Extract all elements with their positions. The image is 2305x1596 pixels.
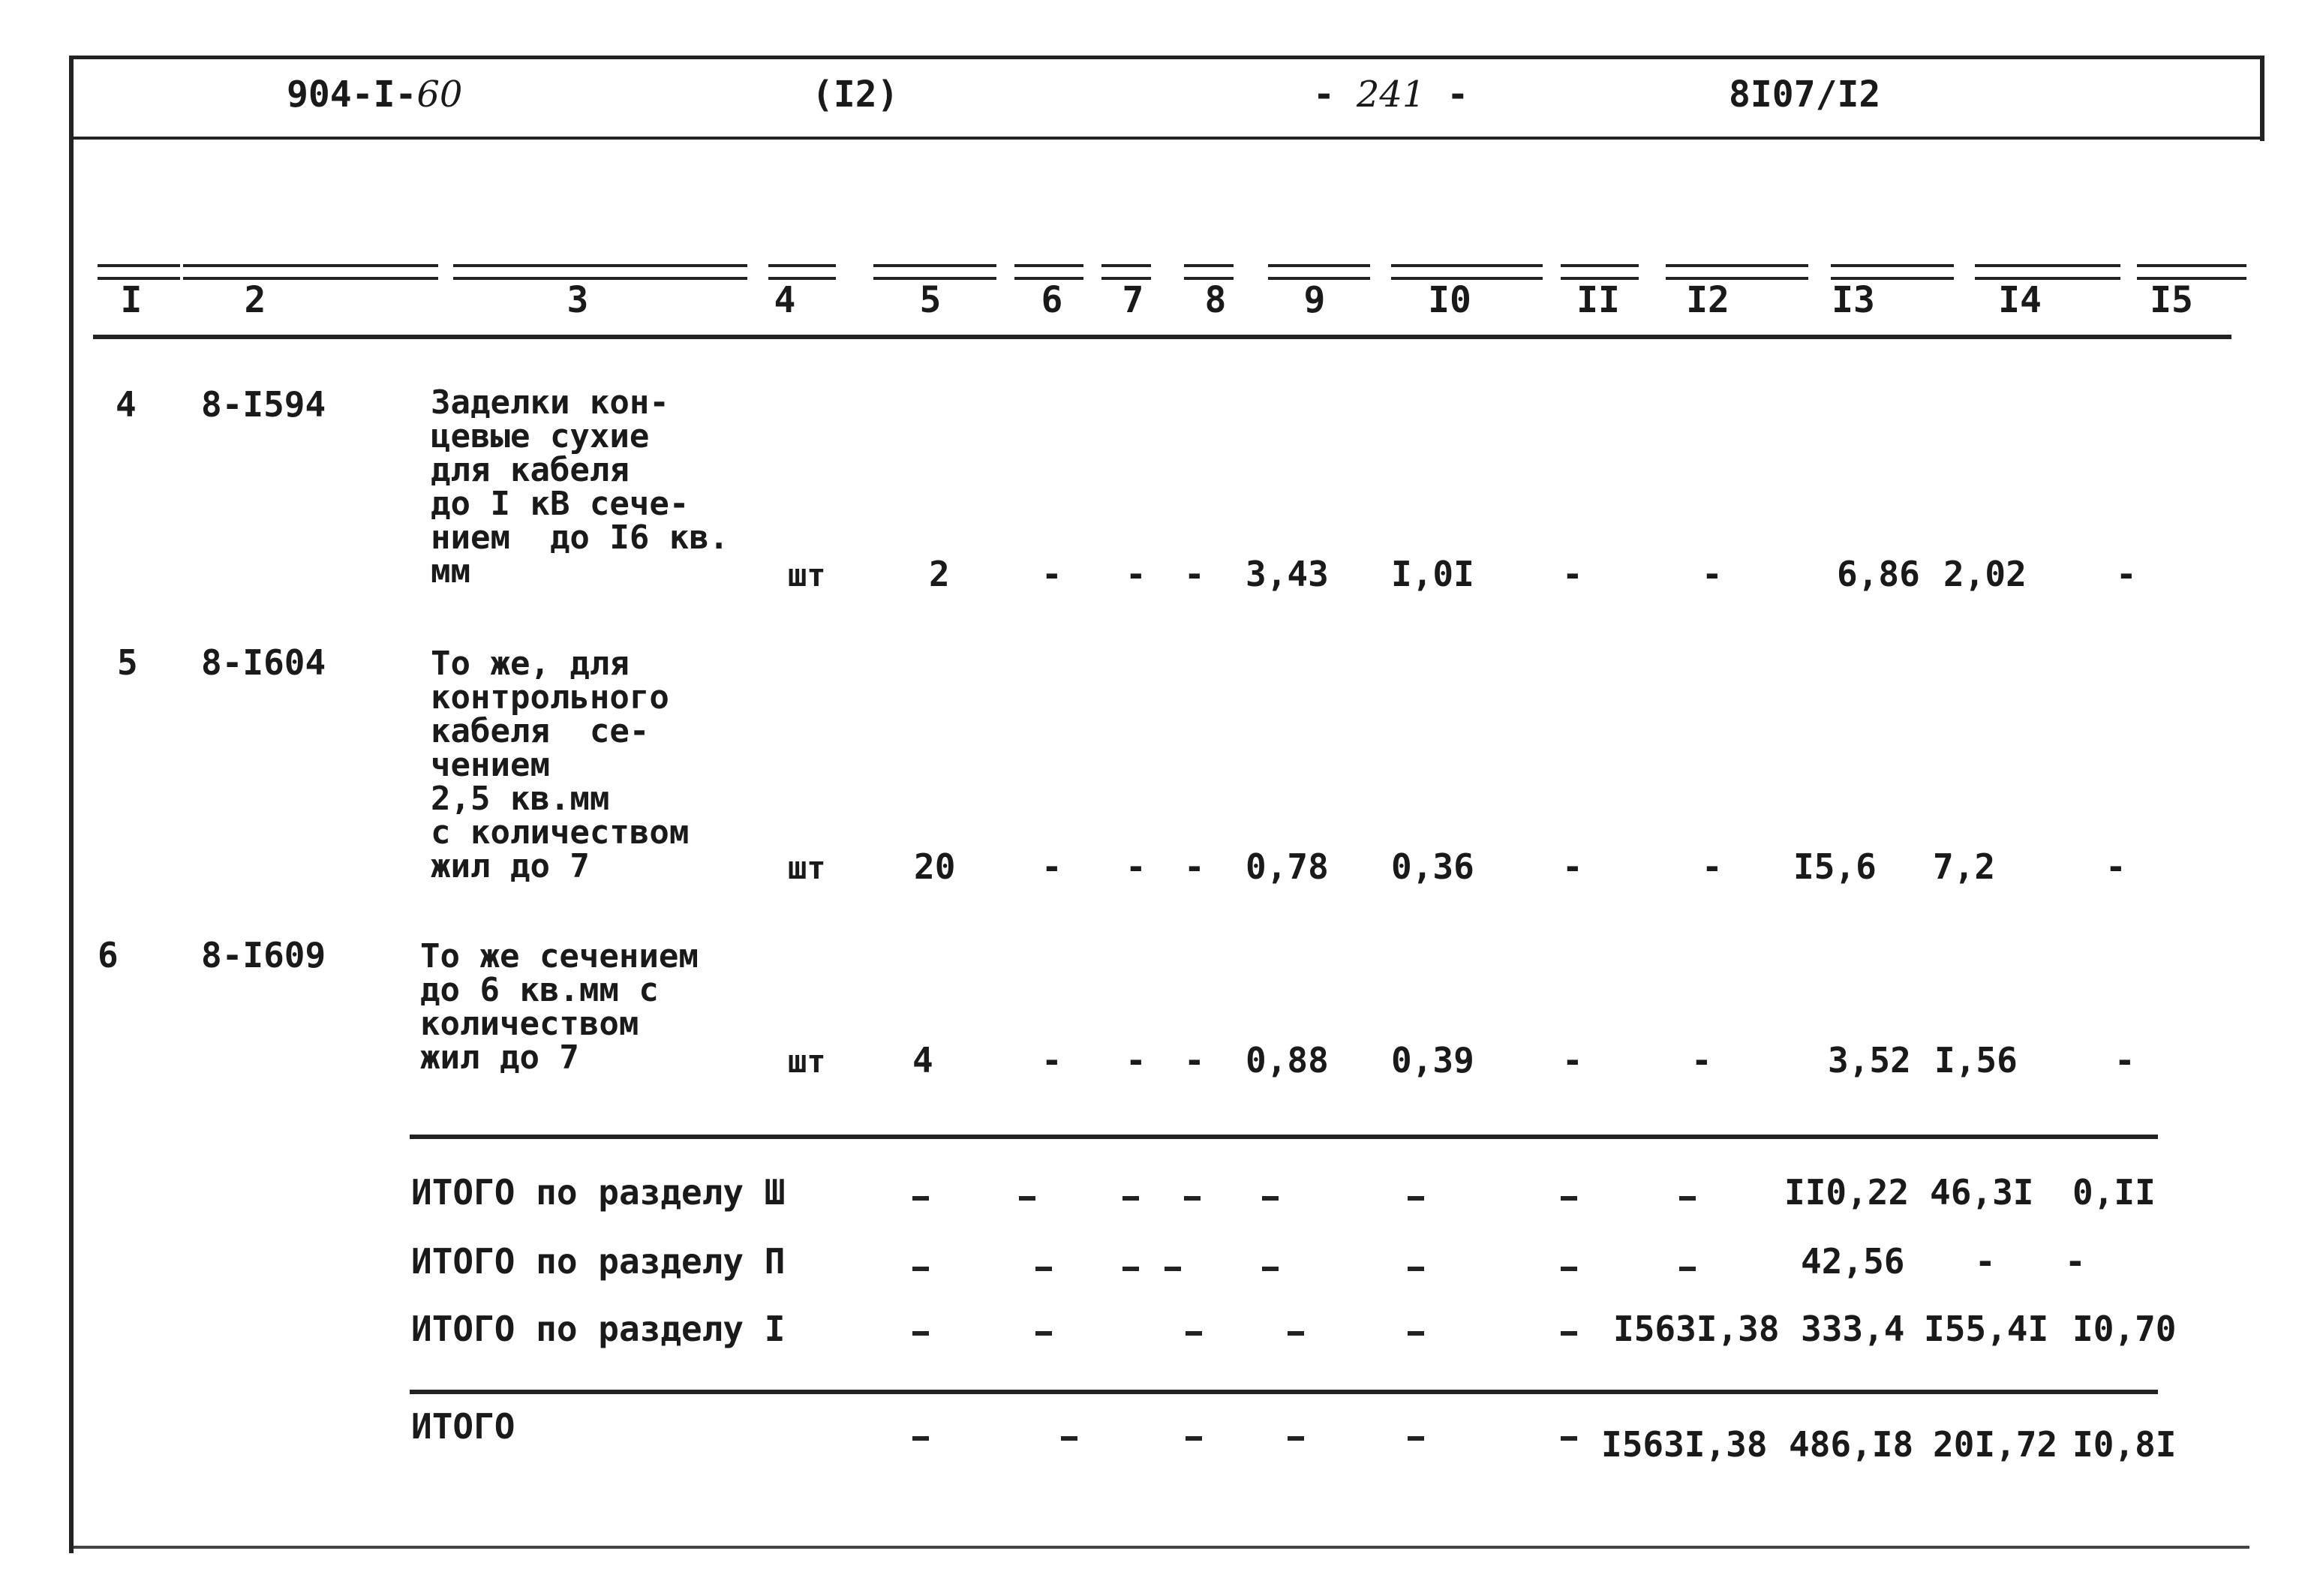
total-c13: 333,4 [1801, 1309, 1905, 1349]
total-dash [1408, 1331, 1424, 1336]
row-c9: 3,43 [1246, 554, 1329, 594]
total-c14: 46,3I [1930, 1172, 2034, 1213]
row-c13: 6,86 [1837, 554, 1920, 594]
total-dash [1122, 1196, 1139, 1201]
grand-total-dash [1561, 1436, 1577, 1441]
page-number-suffix: - [1447, 74, 1469, 116]
row-c15: - [2116, 554, 2137, 594]
project-code-handwritten: 60 [416, 74, 463, 116]
total-dash [1561, 1267, 1577, 1271]
total-c15: I0,70 [2072, 1309, 2177, 1349]
row-c7: - [1125, 1040, 1146, 1081]
col-num-9: 9 [1303, 279, 1326, 321]
row-code: 8-I609 [201, 935, 326, 975]
row-c13: 3,52 [1828, 1040, 1911, 1081]
col-num-2: 2 [244, 279, 266, 321]
col-num-8: 8 [1204, 279, 1227, 321]
row-c11: - [1562, 554, 1583, 594]
total-label: ИТОГО по разделу I [411, 1309, 786, 1349]
row-c7: - [1125, 846, 1146, 887]
grand-total-dash [1061, 1436, 1077, 1441]
total-dash [912, 1267, 929, 1271]
total-dash [1019, 1196, 1035, 1201]
row-description: То же сечением до 6 кв.мм с количеством жил до 7 [420, 937, 699, 1077]
row-number: 4 [116, 384, 137, 425]
total-dash [912, 1196, 929, 1201]
col-num-13: I3 [1832, 279, 1875, 321]
row-c11: - [1562, 846, 1583, 887]
col-sep-15 [2137, 264, 2246, 280]
total-c13: II0,22 [1784, 1172, 1910, 1213]
grand-total-dash [912, 1436, 929, 1441]
col-sep-13 [1831, 264, 1954, 280]
row-c10: 0,36 [1391, 846, 1474, 887]
row-c14: I,56 [1934, 1040, 2018, 1081]
total-dash [1122, 1267, 1139, 1271]
col-sep-8 [1184, 264, 1234, 280]
total-c14: I55,4I [1924, 1309, 2049, 1349]
total-dash [1408, 1267, 1424, 1271]
col-sep-14 [1975, 264, 2120, 280]
col-sep-9 [1268, 264, 1370, 280]
total-dash [1184, 1196, 1201, 1201]
frame-left-border [69, 56, 74, 1553]
grand-total-dash [1186, 1436, 1202, 1441]
col-sep-4 [768, 264, 836, 280]
row-c10: I,0I [1391, 554, 1474, 594]
page-number-handwritten: 241 [1356, 74, 1426, 116]
col-sep-12 [1666, 264, 1808, 280]
project-code [287, 74, 462, 116]
row-c13: I5,6 [1793, 846, 1877, 887]
frame-right-border [2260, 56, 2264, 141]
row-qty: 20 [914, 846, 956, 887]
total-dash [1679, 1267, 1696, 1271]
col-sep-6 [1014, 264, 1083, 280]
header-rule [74, 137, 2263, 140]
col-sep-2 [183, 264, 438, 280]
grand-total-dash [1288, 1436, 1304, 1441]
row-number: 5 [117, 642, 138, 683]
row-description: Заделки кон- цевые сухие для кабеля до I кВ сече- нием до I6 кв. мм [431, 383, 729, 591]
grand-total-label: ИТОГО [411, 1406, 515, 1447]
grand-total-rule [410, 1390, 2158, 1394]
row-description: То же, для контрольного кабеля се- чением 2,5 кв.мм с количеством жил до 7 [431, 645, 690, 885]
row-code: 8-I594 [201, 384, 326, 425]
total-dash [1679, 1196, 1696, 1201]
row-c12: - [1702, 846, 1723, 887]
total-c12: I563I,38 [1613, 1309, 1780, 1349]
row-c8: - [1184, 554, 1205, 594]
col-num-12: I2 [1686, 279, 1730, 321]
row-c15: - [2114, 1040, 2135, 1081]
total-dash [1561, 1331, 1577, 1336]
frame-top-border [71, 56, 2264, 59]
total-dash [1165, 1267, 1181, 1271]
grand-total-c14: 20I,72 [1933, 1424, 2058, 1465]
total-c15: 0,II [2072, 1172, 2156, 1213]
row-qty: 2 [929, 554, 950, 594]
grand-total-c13: 486,I8 [1789, 1424, 1914, 1465]
row-c6: - [1041, 1040, 1062, 1081]
col-sep-3 [453, 264, 747, 280]
total-c14: - [1975, 1241, 1996, 1282]
col-num-7: 7 [1122, 279, 1144, 321]
total-dash [912, 1331, 929, 1336]
grand-total-c15: I0,8I [2072, 1424, 2177, 1465]
col-sep-5 [873, 264, 996, 280]
row-c7: - [1125, 554, 1146, 594]
row-c14: 7,2 [1933, 846, 1996, 887]
column-header-rule [93, 335, 2231, 339]
row-c12: - [1691, 1040, 1712, 1081]
row-c11: - [1562, 1040, 1583, 1081]
row-c8: - [1184, 846, 1205, 887]
row-c14: 2,02 [1943, 554, 2027, 594]
row-unit: шт [788, 1043, 826, 1080]
total-c15: - [2065, 1241, 2086, 1282]
frame-bottom-border [74, 1546, 2249, 1549]
col-sep-1 [98, 264, 180, 280]
total-c13: 42,56 [1801, 1241, 1905, 1282]
col-sep-11 [1561, 264, 1639, 280]
totals-rule [410, 1135, 2158, 1139]
section-number: (I2) [812, 74, 899, 116]
row-c9: 0,88 [1246, 1040, 1329, 1081]
col-sep-7 [1101, 264, 1151, 280]
row-qty: 4 [912, 1040, 933, 1081]
row-unit: шт [788, 557, 826, 594]
row-c6: - [1041, 846, 1062, 887]
col-num-14: I4 [1998, 279, 2042, 321]
total-dash [1288, 1331, 1304, 1336]
col-num-15: I5 [2150, 279, 2193, 321]
row-number: 6 [98, 935, 119, 975]
row-c15: - [2105, 846, 2126, 887]
col-num-5: 5 [919, 279, 942, 321]
row-c10: 0,39 [1391, 1040, 1474, 1081]
total-dash [1035, 1331, 1052, 1336]
total-label: ИТОГО по разделу П [411, 1241, 786, 1282]
col-num-4: 4 [774, 279, 796, 321]
row-unit: шт [788, 849, 826, 886]
col-num-3: 3 [566, 279, 589, 321]
project-code-typed: 904-I- [287, 74, 417, 116]
total-label: ИТОГО по разделу Ш [411, 1172, 786, 1213]
grand-total-dash [1408, 1436, 1424, 1441]
col-num-10: I0 [1428, 279, 1471, 321]
grand-total-c12: I563I,38 [1601, 1424, 1768, 1465]
col-num-6: 6 [1041, 279, 1063, 321]
total-dash [1262, 1196, 1279, 1201]
row-c9: 0,78 [1246, 846, 1329, 887]
col-num-11: II [1576, 279, 1620, 321]
sheet-code: 8I07/I2 [1729, 74, 1881, 116]
row-c12: - [1702, 554, 1723, 594]
row-c6: - [1041, 554, 1062, 594]
total-dash [1408, 1196, 1424, 1201]
col-sep-10 [1391, 264, 1543, 280]
row-c8: - [1184, 1040, 1205, 1081]
page-number [1313, 74, 1468, 116]
total-dash [1186, 1331, 1202, 1336]
row-code: 8-I604 [201, 642, 326, 683]
col-num-1: I [120, 279, 143, 321]
total-dash [1035, 1267, 1052, 1271]
total-dash [1561, 1196, 1577, 1201]
page-number-prefix: - [1313, 74, 1335, 116]
total-dash [1262, 1267, 1279, 1271]
